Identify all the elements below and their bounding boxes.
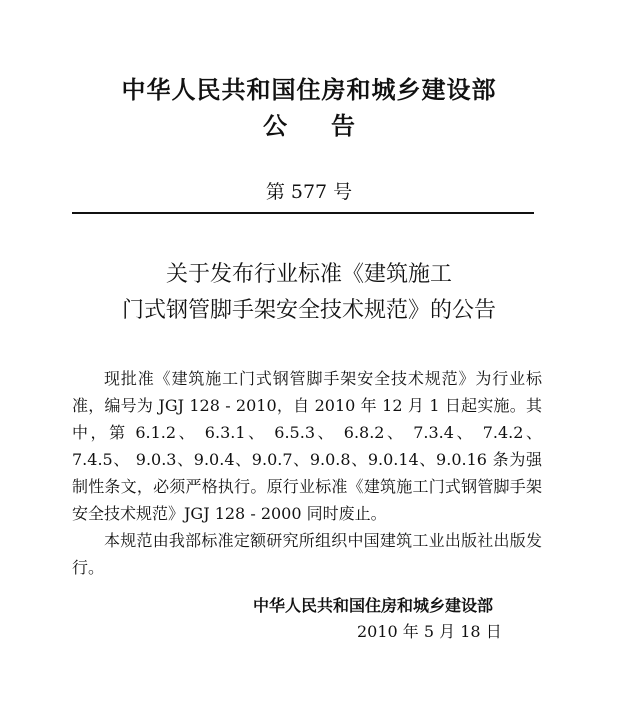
signature-date: 2010 年 5 月 18 日 (357, 622, 502, 641)
signature-organization: 中华人民共和国住房和城乡建设部 (253, 596, 494, 615)
announcement-number: 第 577 号 (265, 181, 353, 203)
body-paragraph: 本规范由我部标准定额研究所组织中国建筑工业出版社出版发行。 (72, 531, 542, 577)
body-paragraph: 现批准《建筑施工门式钢管脚手架安全技术规范》为行业标准，编号为 JGJ 128 - 2010，自 2010 年 12 月 1 日起实施。其中，第 6.1.2、 6.3.1、 6.5.3、 6.8.2、 7.3.4、 7.4.2、 7.4.5、 9.0.3、9.0.4、9.0.7、9.0.8、9.0.14、9.0.16 条为强制性条文，必须严格执行。原行业标准《建筑施工门式钢管脚手架安全技术规范》JGJ 128 - 2000 同时废止。 (72, 369, 542, 523)
issuing-authority-heading: 中华人民共和国住房和城乡建设部 (121, 76, 497, 104)
announcement-subject: 关于发布行业标准《建筑施工 门式钢管脚手架安全技术规范》的公告 (121, 262, 496, 323)
separator-rule (72, 212, 534, 214)
announcement-body (72, 365, 542, 581)
announcement-heading: 公告 (263, 112, 399, 140)
